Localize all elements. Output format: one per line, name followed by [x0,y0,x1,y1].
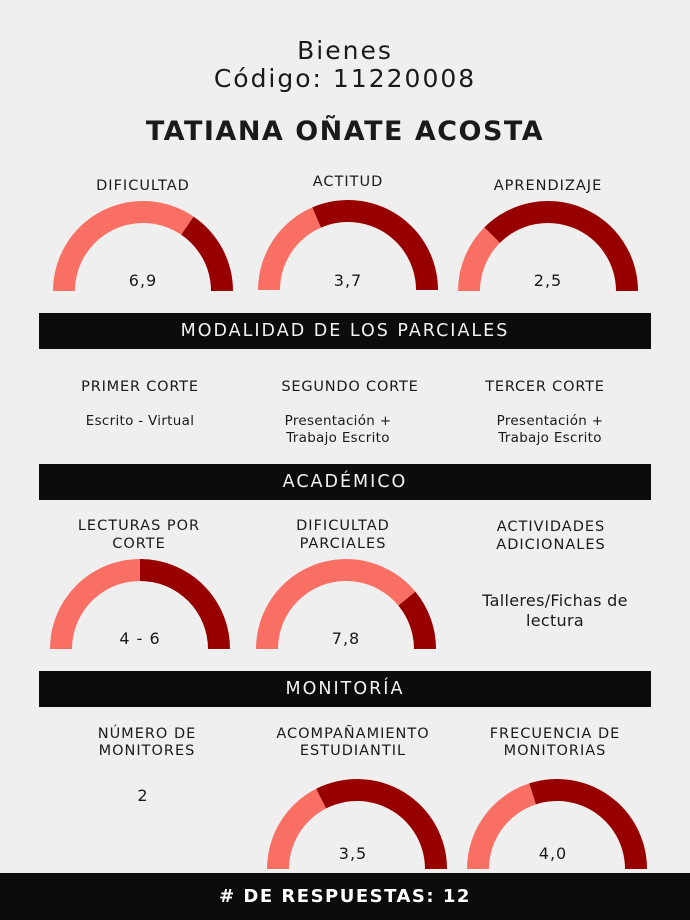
corte-1-line1: Escrito - Virtual [85,413,195,429]
gauge-value-aprendizaje: 2,5 [533,271,563,290]
gauge-label-acompanamiento-2: ESTUDIANTIL [299,743,407,759]
gauge-value-lecturas: 4 - 6 [119,629,161,648]
respuestas-footer: # DE RESPUESTAS: 12 [0,873,690,920]
gauge-label-lecturas-2: CORTE [112,536,166,552]
gauge-label-dificultad: DIFICULTAD [96,178,190,194]
actividades-label-1: ACTIVIDADES [496,519,606,535]
professor-name: TATIANA OÑATE ACOSTA [145,116,545,147]
actividades-line2: lectura [526,611,584,630]
gauge-label-dificultad-parciales-2: PARCIALES [299,536,387,552]
gauge-label-frecuencia-2: MONITORIAS [503,743,607,759]
banner-modalidad: MODALIDAD DE LOS PARCIALES [39,313,651,349]
corte-2-line1: Presentación + [284,413,392,429]
corte-3-line1: Presentación + [496,413,604,429]
subject-name: Bienes [297,36,393,65]
corte-3-line2: Trabajo Escrito [498,430,602,446]
gauge-label-actitud: ACTITUD [312,174,384,190]
numero-monitores-label-1: NÚMERO DE [97,726,197,742]
banner-academico: ACADÉMICO [39,464,651,500]
corte-3-head: TERCER CORTE [485,379,605,395]
gauge-label-acompanamiento-1: ACOMPAÑAMIENTO [276,726,430,742]
gauge-label-lecturas-1: LECTURAS POR [77,518,201,534]
gauge-label-dificultad-parciales-1: DIFICULTAD [296,518,390,534]
gauge-value-actitud: 3,7 [333,271,363,290]
actividades-line1: Talleres/Fichas de [482,591,628,610]
corte-1-head: PRIMER CORTE [81,379,199,395]
gauge-value-dificultad-parciales: 7,8 [331,629,361,648]
actividades-label-2: ADICIONALES [496,537,606,553]
corte-2-line2: Trabajo Escrito [286,430,390,446]
corte-2-head: SEGUNDO CORTE [281,379,419,395]
gauge-value-acompanamiento: 3,5 [338,844,368,863]
gauge-value-dificultad: 6,9 [128,271,158,290]
gauge-value-frecuencia: 4,0 [538,844,568,863]
banner-monitoria: MONITORÍA [39,671,651,707]
gauge-label-aprendizaje: APRENDIZAJE [493,178,603,194]
numero-monitores-label-2: MONITORES [98,743,196,759]
subject-code: Código: 11220008 [213,64,477,93]
numero-monitores-value: 2 [137,786,149,805]
gauge-label-frecuencia-1: FRECUENCIA DE [489,726,621,742]
